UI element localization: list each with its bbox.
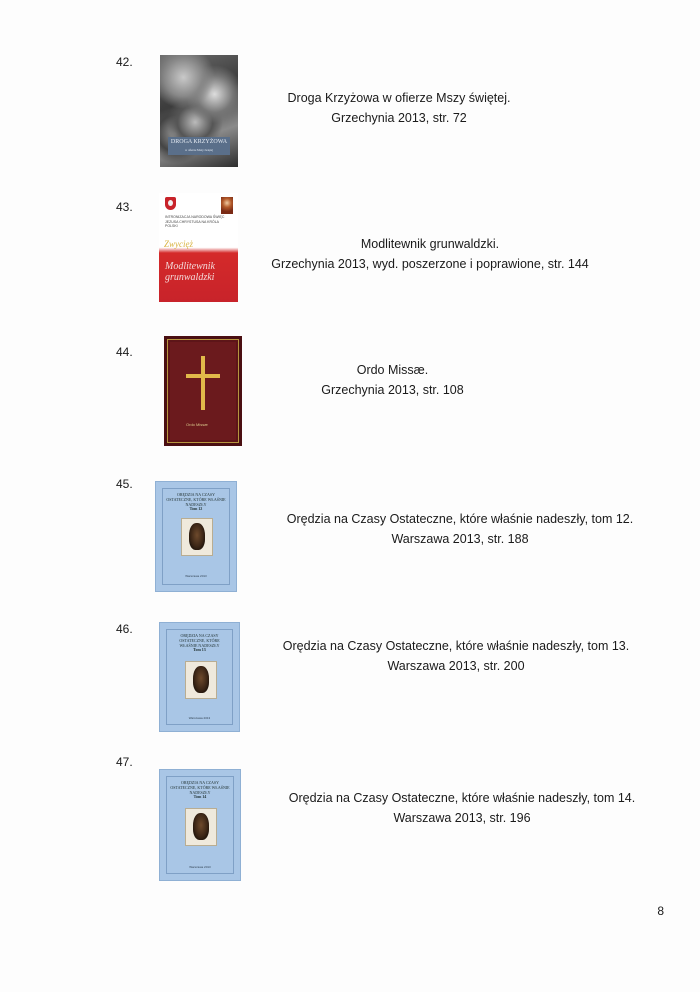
entry-description (270, 234, 590, 274)
entry-number: 46. (116, 622, 133, 636)
cover-publisher: Warszawa 2013 (185, 574, 207, 578)
cover-volume: Tom 12 (189, 506, 203, 511)
entry-description (281, 636, 631, 676)
entry-publication: Warszawa 2013, str. 200 (387, 659, 525, 673)
entry-publication: Grzechynia 2013, wyd. poszerzone i poprawione, str. 144 (271, 257, 589, 271)
cover-title: DROGA KRZYŻOWA (170, 139, 228, 145)
book-cover-image (159, 622, 240, 732)
cover-small-text: INTRONIZACJA NARODOWA ŚWIĘC JEZUSA CHRYSTUSA NA KRÓLA POLSKI (165, 215, 225, 228)
entry-publication: Warszawa 2013, str. 196 (393, 811, 531, 825)
entry-title: Ordo Missæ. (356, 363, 429, 377)
entry-title: Orędzia na Czasy Ostateczne, które właśnie nadeszły, tom 14. (288, 791, 636, 805)
book-cover-image (155, 481, 237, 592)
entry-title: Droga Krzyżowa w ofierze Mszy świętej. (287, 91, 511, 105)
book-cover-image (164, 336, 242, 446)
face-image (181, 518, 213, 556)
cross-icon (201, 356, 205, 410)
entry-title: Orędzia na Czasy Ostateczne, które właśnie nadeszły, tom 12. (286, 512, 634, 526)
cover-title: ORĘDZIA NA CZASY OSTATECZNE, KTÓRE WŁAŚNIE NADESZŁY (170, 780, 230, 795)
entry-description (287, 788, 637, 828)
book-cover-image (159, 193, 238, 302)
entry-description (276, 88, 522, 128)
entry-title: Modlitewnik grunwaldzki. (360, 237, 500, 251)
cover-publisher: Warszawa 2013 (188, 716, 211, 720)
page-number: 8 (657, 904, 664, 918)
entry-number: 43. (116, 200, 133, 214)
entry-publication: Grzechynia 2013, str. 72 (331, 111, 467, 125)
cover-title: Modlitewnik grunwaldzki (165, 261, 215, 283)
book-cover-image (160, 55, 238, 167)
cover-subtitle: w ofierze Mszy świętej (185, 148, 213, 152)
eagle-emblem-icon (165, 197, 176, 210)
entry-number: 45. (116, 477, 133, 491)
cover-title: ORĘDZIA NA CZASY OSTATECZNE, KTÓRE WŁAŚNIE NADESZŁY (166, 492, 226, 507)
entry-publication: Grzechynia 2013, str. 108 (321, 383, 464, 397)
entry-description (320, 360, 465, 400)
face-image (185, 661, 217, 699)
cover-title: ORĘDZIA NA CZASY OSTATECZNE, KTÓRE WŁAŚNIE NADESZŁY (179, 633, 220, 648)
cover-title-band (168, 137, 230, 155)
entry-publication: Warszawa 2013, str. 188 (391, 532, 529, 546)
cover-gold-text: Zwycięż (164, 239, 193, 249)
cover-publisher: Warszawa 2013 (189, 865, 211, 869)
cover-volume: Tom 14 (193, 794, 207, 799)
entry-number: 42. (116, 55, 133, 69)
entry-number: 44. (116, 345, 133, 359)
entry-number: 47. (116, 755, 133, 769)
face-image (185, 808, 217, 846)
entry-description (285, 509, 635, 549)
book-cover-image (159, 769, 241, 881)
cover-volume: Tom 13 (193, 647, 206, 652)
entry-title: Orędzia na Czasy Ostateczne, które właśnie nadeszły, tom 13. (282, 639, 630, 653)
sacred-heart-icon (221, 197, 233, 214)
cover-label: Ordo Missæ (186, 422, 208, 427)
